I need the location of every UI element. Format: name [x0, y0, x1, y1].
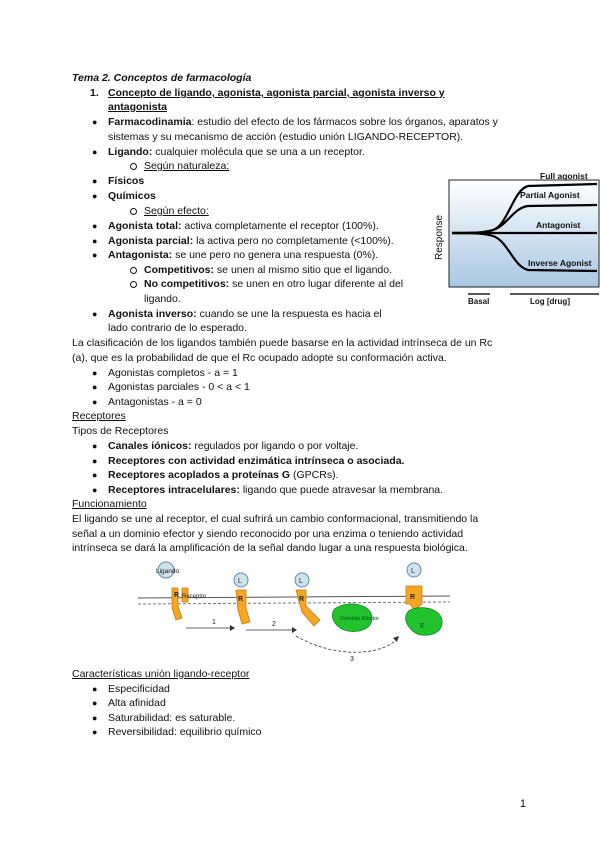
section-heading-line1: Concepto de ligando, agonista, agonista parcial, agonista inverso y	[108, 87, 445, 99]
sub-bullet	[130, 281, 137, 288]
canales-term: Canales iónicos:	[108, 440, 192, 452]
agonista-inverso-line2: lado contrario de lo esperado.	[108, 322, 247, 334]
agonista-parcial	[108, 234, 394, 248]
no-competitivos-term: No competitivos:	[144, 278, 230, 290]
antagonist-label: Antagonist	[536, 220, 581, 230]
clasificacion-item: Agonistas parciales - 0 < a < 1	[108, 381, 250, 393]
receptor-mechanism-diagram	[134, 558, 454, 664]
bullet: ●	[92, 470, 98, 480]
receptor-label: Receptor	[182, 594, 207, 600]
clasificacion-item: Antagonistas - a = 0	[108, 396, 202, 408]
clasificacion-line1: La clasificación de los ligandos también puede basarse en la actividad intrínseca de un Rc	[72, 337, 493, 349]
gpcr-text: (GPCRs).	[290, 469, 339, 481]
bullet: ●	[92, 698, 98, 708]
caracteristica-item: Reversibilidad: equilibrio químico	[108, 726, 262, 738]
effector-shape	[406, 608, 442, 636]
l-label: L	[299, 578, 303, 585]
ligand-label: Ligando	[156, 568, 180, 575]
arrow-3	[296, 636, 396, 652]
dose-response-figure	[428, 170, 600, 306]
page-title: Tema 2. Conceptos de farmacología	[72, 72, 252, 84]
quimicos: Químicos	[108, 190, 156, 202]
canales-text: regulados por ligando o por voltaje.	[191, 440, 359, 452]
bullet: ●	[92, 236, 98, 246]
agonista-inverso-term: Agonista inverso:	[108, 308, 197, 320]
bullet: ●	[92, 727, 98, 737]
competitivos-text: se unen al mismo sitio que el ligando.	[214, 264, 393, 276]
no-competitivos-line1	[144, 277, 403, 291]
intracelulares-text: ligando que puede atravesar la membrana.	[239, 484, 444, 496]
partial-agonist-label: Partial Agonist	[520, 190, 580, 200]
step-2-label: 2	[272, 621, 276, 628]
inverse-agonist-label: Inverse Agonist	[528, 258, 592, 268]
r-label: R	[299, 596, 305, 603]
step-1-label: 1	[212, 619, 216, 626]
ligando-term: Ligando:	[108, 146, 153, 158]
caracteristica-item: Alta afinidad	[108, 697, 166, 709]
r-label: R	[238, 596, 244, 603]
tipos-heading: Tipos de Receptores	[72, 425, 169, 437]
antagonista	[108, 248, 378, 262]
farmacodinamia-text: : estudio del efecto de los fármacos sobre los órganos, aparatos y	[191, 116, 498, 128]
no-competitivos-line2: ligando.	[144, 293, 181, 305]
agonista-total-text: activa completamente el receptor (100%).	[181, 220, 379, 232]
arrow-head	[292, 627, 297, 633]
antagonista-term: Antagonista:	[108, 249, 173, 261]
fisicos: Físicos	[108, 175, 145, 187]
caracteristica-item: Saturabilidad: es saturable.	[108, 712, 236, 724]
caracteristicas-heading: Características unión ligando-receptor	[72, 668, 250, 680]
agonista-inverso-text: cuando se une la respuesta es hacia el	[196, 308, 382, 320]
bullet: ●	[92, 456, 98, 466]
sub-bullet	[130, 267, 137, 274]
clasificacion-item: Agonistas completos - a = 1	[108, 367, 238, 379]
x-label-basal: Basal	[468, 297, 490, 306]
receptores-enzimatica: Receptores con actividad enzimática intrínseca o asociada.	[108, 455, 405, 467]
e-label: E	[420, 623, 425, 630]
competitivos-term: Competitivos:	[144, 264, 215, 276]
receptores-intracelulares	[108, 483, 443, 497]
bullet: ●	[92, 713, 98, 723]
bullet: ●	[92, 382, 98, 392]
funcionamiento-line1: El ligando se une al receptor, el cual sufrirá un cambio conformacional, transmitiendo la	[72, 513, 479, 525]
full-agonist-label: Full agonist	[540, 171, 588, 181]
farmacodinamia-line2: sistemas y su mecanismo de acción (estudio unión LIGANDO-RECEPTOR).	[108, 131, 464, 143]
ligando-text: cualquier molécula que se una a un receptor.	[152, 146, 365, 158]
effector-label: Dominio Efector	[340, 616, 380, 622]
l-label: L	[238, 578, 242, 585]
farmacodinamia-line1	[108, 115, 498, 129]
l-label: L	[411, 568, 415, 575]
funcionamiento-heading: Funcionamiento	[72, 498, 147, 510]
bullet: ●	[92, 684, 98, 694]
arrow-head	[230, 625, 235, 631]
clasificacion-line2: (a), que es la probabilidad de que el Rc ocupado adopte su conformación activa.	[72, 352, 447, 364]
agonista-total-term: Agonista total:	[108, 220, 182, 232]
section-heading-line2: antagonista	[108, 101, 167, 113]
bullet: ●	[92, 441, 98, 451]
antagonista-text: se une pero no genera una respuesta (0%).	[172, 249, 379, 261]
arrow-head	[393, 636, 399, 642]
intracelulares-term: Receptores intracelulares:	[108, 484, 240, 496]
bullet: ●	[92, 397, 98, 407]
bullet: ●	[92, 485, 98, 495]
page-number: 1	[519, 798, 526, 810]
bullet: ●	[92, 191, 98, 201]
agonista-inverso-line1	[108, 307, 382, 321]
receptores-gpcr	[108, 468, 338, 482]
bullet: ●	[92, 250, 98, 260]
agonista-parcial-term: Agonista parcial:	[108, 235, 194, 247]
competitivos	[144, 263, 392, 277]
sub-bullet	[130, 208, 137, 215]
bullet: ●	[92, 147, 98, 157]
caracteristica-item: Especificidad	[108, 683, 170, 695]
sub-bullet	[130, 163, 137, 170]
bullet: ●	[92, 117, 98, 127]
x-label-log-drug: Log [drug]	[530, 297, 570, 306]
bullet: ●	[92, 221, 98, 231]
agonista-parcial-text: la activa pero no completamente (<100%).	[193, 235, 394, 247]
funcionamiento-line3: intrínseca se dará la amplificación de la señal dando lugar a una respuesta biológica.	[72, 542, 468, 554]
segun-efecto: Según efecto:	[144, 205, 209, 217]
bullet: ●	[92, 368, 98, 378]
farmacodinamia-term: Farmacodinamia	[108, 116, 192, 128]
r-label: R	[410, 594, 416, 601]
y-axis-label: Response	[434, 214, 445, 260]
bullet: ●	[92, 309, 98, 319]
ligando-line	[108, 145, 365, 159]
funcionamiento-line2: señal a un dominio efector y siendo reconocido por una enzima o teniendo actividad	[72, 528, 464, 540]
gpcr-term: Receptores acoplados a proteínas G	[108, 469, 291, 481]
section-number: 1.	[90, 87, 99, 99]
step-3-label: 3	[350, 656, 354, 663]
canales-ionicos	[108, 439, 358, 453]
agonista-total	[108, 219, 379, 233]
r-label: R	[174, 592, 180, 599]
no-competitivos-text: se unen en otro lugar diferente al del	[229, 278, 404, 290]
bullet: ●	[92, 176, 98, 186]
receptores-heading: Receptores	[72, 410, 126, 422]
segun-naturaleza: Según naturaleza:	[144, 160, 230, 172]
